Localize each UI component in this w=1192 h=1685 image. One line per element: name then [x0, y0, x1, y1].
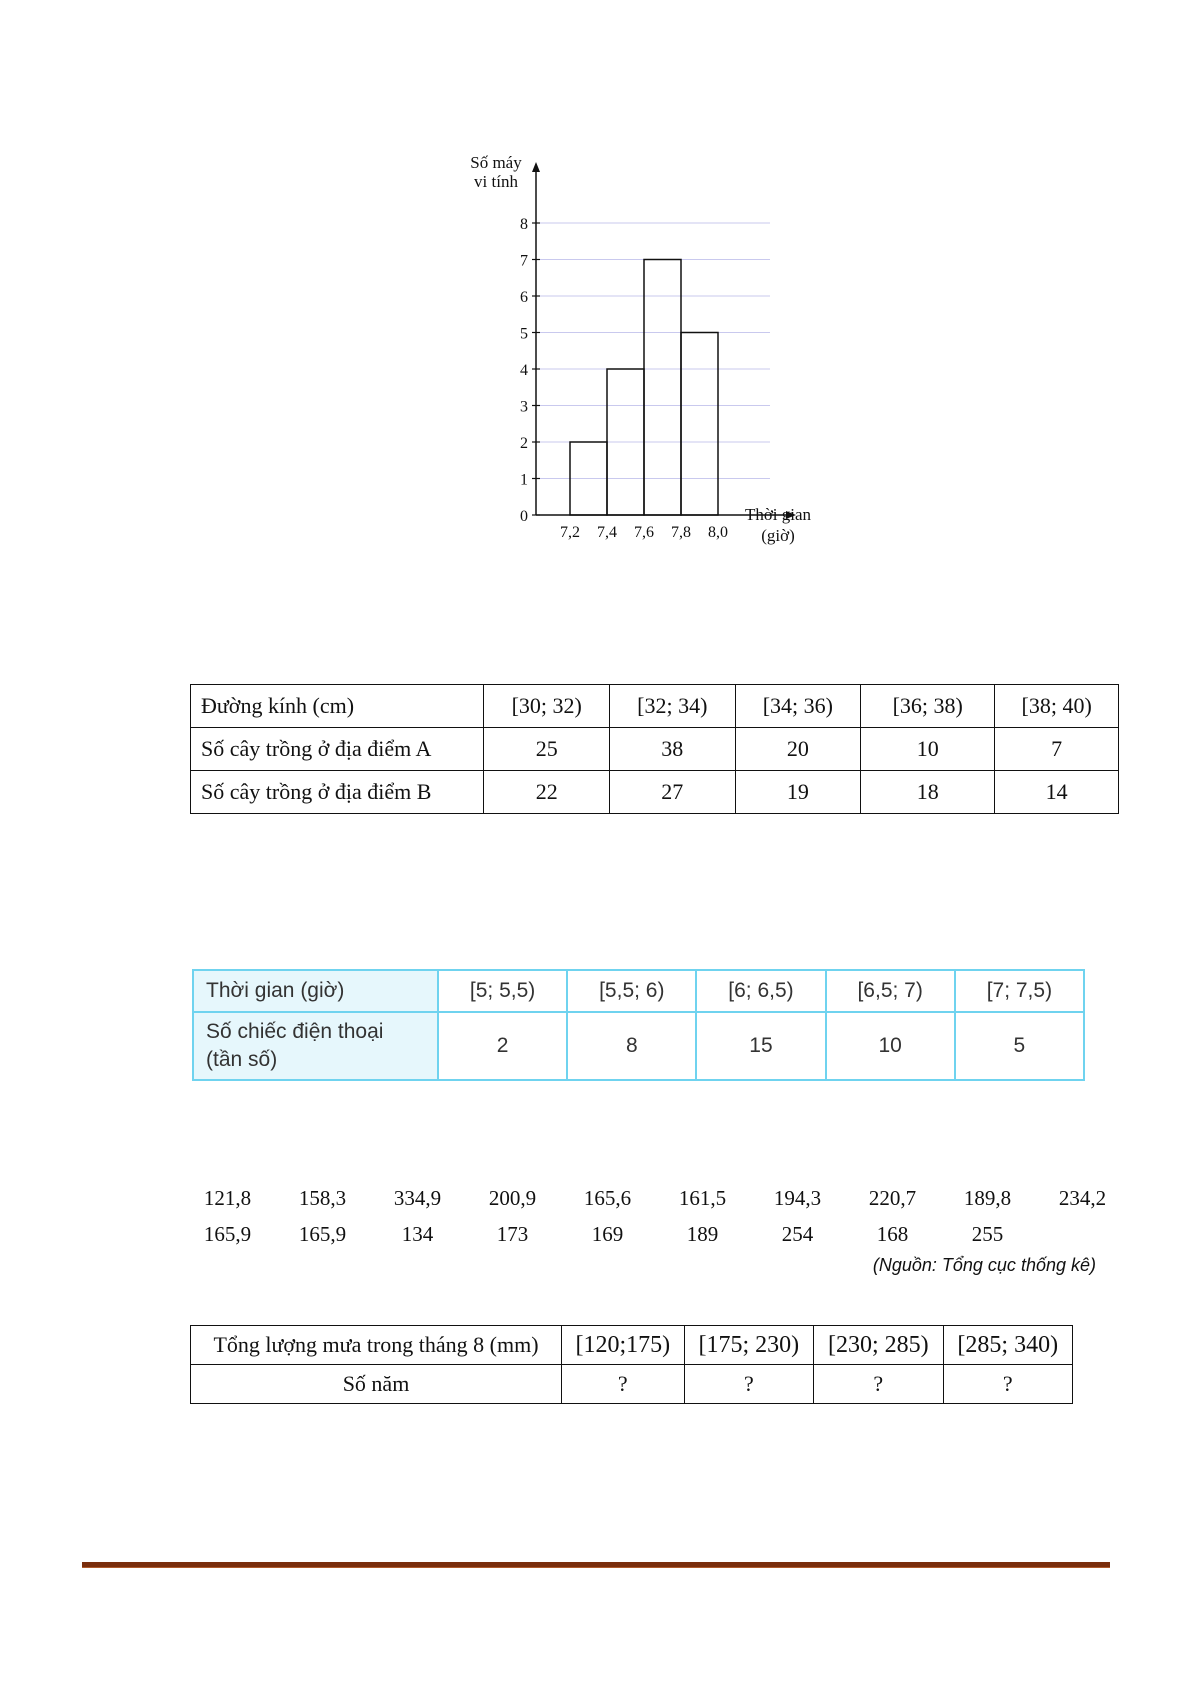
table-header-row	[193, 970, 1084, 1012]
table-cell: 18	[861, 771, 995, 814]
table-cell: [5,5; 6)	[567, 970, 696, 1012]
table-cell: [7; 7,5)	[955, 970, 1084, 1012]
table-cell: 5	[955, 1012, 1084, 1080]
y-tick-label: 2	[520, 435, 528, 452]
table-row	[193, 1012, 1084, 1080]
table-cell: 22	[484, 771, 610, 814]
y-tick-label: 8	[520, 216, 528, 233]
y-ticks	[520, 216, 540, 525]
data-value: 121,8	[203, 1185, 252, 1210]
table-cell: 27	[610, 771, 736, 814]
data-value: 161,5	[678, 1185, 727, 1210]
table-cell: Số cây trồng ở địa điểm A	[191, 728, 484, 771]
table-cell: [120;175)	[562, 1326, 685, 1365]
data-value: 158,3	[298, 1185, 347, 1210]
x-tick-label: 8,0	[708, 524, 728, 541]
table-cell: 2	[438, 1012, 567, 1080]
table-row	[191, 1365, 1073, 1404]
source-note: (Nguồn: Tổng cục thống kê)	[872, 1255, 1096, 1275]
table-cell: Số năm	[191, 1365, 562, 1404]
y-tick-label: 1	[520, 471, 528, 489]
table-cell: 38	[610, 728, 736, 771]
table-cell: 19	[735, 771, 861, 814]
x-ticks	[560, 524, 728, 541]
x-tick-label: 7,8	[671, 524, 691, 541]
histogram-chart	[440, 150, 840, 560]
data-value: 165,9	[203, 1221, 252, 1246]
table-cell: [34; 36)	[735, 685, 861, 728]
table-cell: 10	[826, 1012, 955, 1080]
diameter-table	[190, 684, 1119, 814]
x-axis-label: Thời gian	[744, 505, 812, 524]
y-tick-label: 3	[520, 398, 528, 416]
row-label-line: Số chiếc điện thoại	[206, 1020, 384, 1043]
table-cell: 10	[861, 728, 995, 771]
rainfall-data	[180, 1180, 1107, 1252]
data-value: 334,9	[393, 1185, 442, 1210]
data-value: 189,8	[963, 1185, 1012, 1210]
table-header-row	[191, 685, 1119, 728]
data-value: 254	[781, 1221, 814, 1246]
y-axis-arrow	[532, 162, 540, 172]
table-cell: [5; 5,5)	[438, 970, 567, 1012]
grid-lines	[536, 223, 770, 479]
table-cell: 14	[995, 771, 1119, 814]
data-value: 165,9	[298, 1221, 347, 1246]
table-cell: Thời gian (giờ)	[193, 970, 438, 1012]
phone-usage-table	[192, 969, 1085, 1081]
table-cell: [175; 230)	[684, 1326, 813, 1365]
y-axis-label-2: vi tính	[474, 172, 518, 191]
table-cell: 7	[995, 728, 1119, 771]
rainfall-table	[190, 1325, 1073, 1404]
data-value: 173	[496, 1221, 529, 1246]
table-cell: [30; 32)	[484, 685, 610, 728]
table-cell: 25	[484, 728, 610, 771]
data-value: 189	[686, 1221, 719, 1246]
table-row	[191, 728, 1119, 771]
data-value: 169	[591, 1221, 624, 1246]
footer-divider	[82, 1562, 1110, 1568]
bars	[570, 260, 718, 516]
table-cell: [36; 38)	[861, 685, 995, 728]
table-header-row	[191, 1326, 1073, 1365]
table-cell: [6,5; 7)	[826, 970, 955, 1012]
histogram-bar	[681, 333, 718, 516]
table-cell: [285; 340)	[943, 1326, 1072, 1365]
table-cell: [230; 285)	[814, 1326, 943, 1365]
table-cell: Đường kính (cm)	[191, 685, 484, 728]
data-value: 220,7	[868, 1185, 917, 1210]
table-cell: ?	[684, 1365, 813, 1404]
data-value: 165,6	[583, 1185, 632, 1210]
table-cell: 20	[735, 728, 861, 771]
table-cell: [32; 34)	[610, 685, 736, 728]
y-tick-label: 0	[520, 508, 528, 525]
table-cell: ?	[562, 1365, 685, 1404]
x-tick-label: 7,6	[634, 524, 654, 541]
y-axis-label: Số máy	[470, 153, 522, 172]
table-cell: ?	[814, 1365, 943, 1404]
table-cell: [6; 6,5)	[696, 970, 825, 1012]
y-tick-label: 4	[520, 362, 528, 379]
table-cell: ?	[943, 1365, 1072, 1404]
x-tick-label: 7,2	[560, 524, 580, 541]
data-value: 255	[971, 1221, 1004, 1246]
data-value: 200,9	[488, 1185, 537, 1210]
data-value: 234,2	[1058, 1185, 1107, 1210]
table-cell: 8	[567, 1012, 696, 1080]
y-tick-label: 7	[520, 252, 528, 270]
x-tick-label: 7,4	[597, 524, 617, 541]
y-tick-label: 5	[520, 325, 528, 343]
table-cell: Số cây trồng ở địa điểm B	[191, 771, 484, 814]
table-cell: 15	[696, 1012, 825, 1080]
table-cell: Tổng lượng mưa trong tháng 8 (mm)	[191, 1326, 562, 1365]
table-cell: [38; 40)	[995, 685, 1119, 728]
y-tick-label: 6	[520, 289, 528, 306]
data-value: 194,3	[773, 1185, 822, 1210]
table-row-label	[193, 1012, 438, 1080]
row-label-line: (tần số)	[206, 1048, 278, 1071]
axes	[532, 162, 796, 519]
data-value: 168	[876, 1221, 909, 1246]
histogram-bar	[644, 260, 681, 516]
data-row	[180, 1216, 1100, 1252]
data-value: 134	[401, 1221, 434, 1246]
x-axis-label-2: (giờ)	[761, 526, 795, 545]
data-row	[180, 1180, 1107, 1216]
table-row	[191, 771, 1119, 814]
